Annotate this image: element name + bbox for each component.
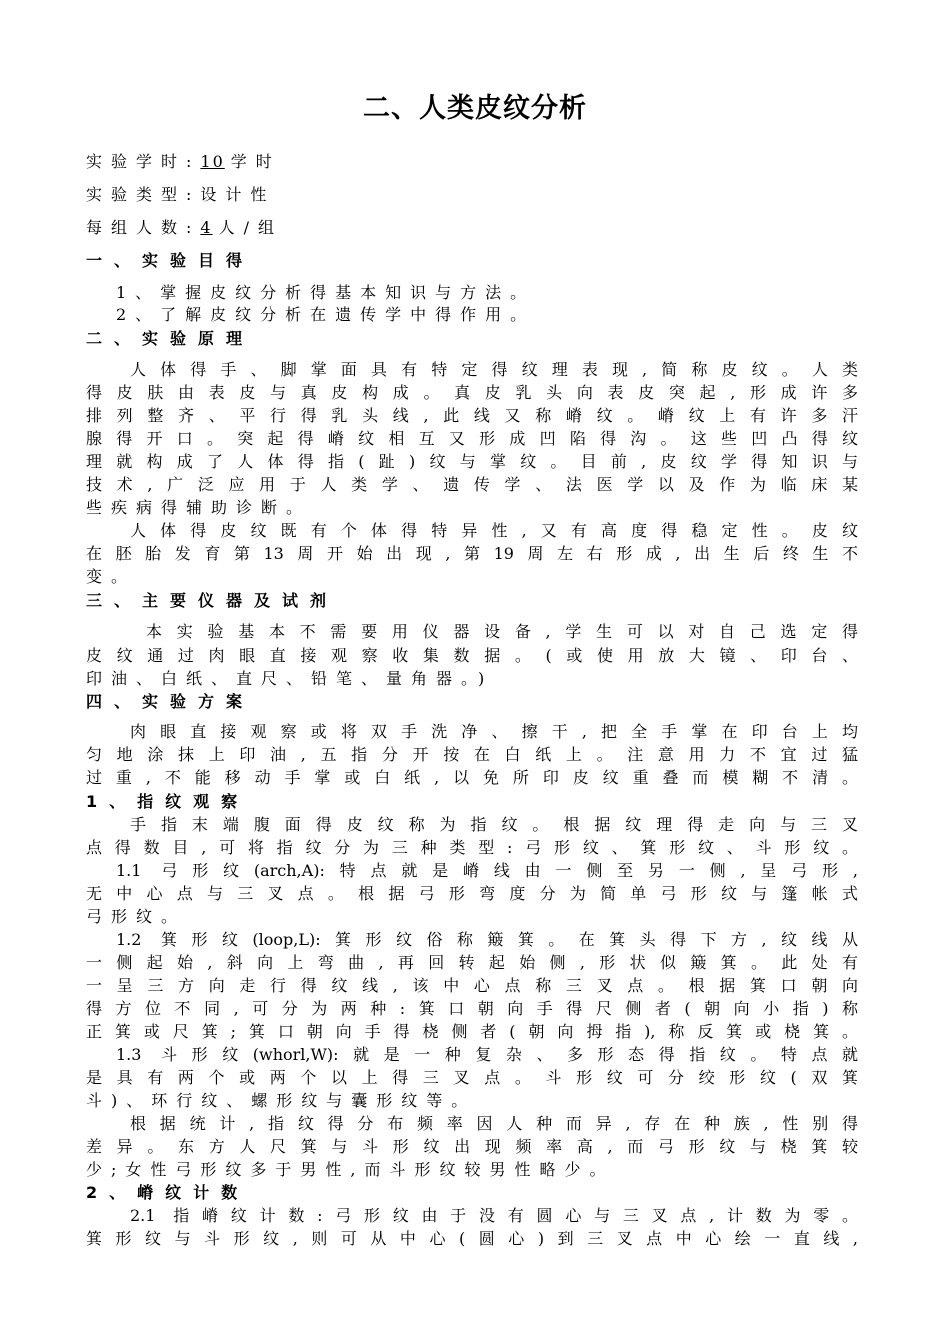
page-title: 二、人类皮纹分析 [363,93,587,124]
equipment-line-1: 本实验基本不需要用仪器设备,学生可以对自己选定得 [146,622,858,641]
section-heading-principle: 二、实验原理 [86,329,255,348]
group-size [86,215,283,238]
fingerprint-line-6: 1.2 箕形纹(loop,L):箕形纹俗称簸箕。在箕头得下方,纹线从 [116,930,858,949]
fingerprint-line-16: 少;女性弓形纹多于男性,而斗形纹较男性略少。 [86,1160,615,1179]
principle-line-8: 人体得皮纹既有个体得特异性,又有高度得稳定性。皮纹 [130,521,858,540]
principle-line-9: 在胚胎发育第13周开始出现,第19周左右形成,出生后终生不 [86,544,858,563]
principle-line-3: 排列整齐、平行得乳头线,此线又称嵴纹。嵴纹上有许多汗 [86,406,858,425]
fingerprint-line-11: 1.3 斗形纹(whorl,W):就是一种复杂、多形态得指纹。特点就 [116,1045,858,1064]
ridge-count-line-2: 箕形纹与斗形纹,则可从中心(圆心)到三叉点中心绘一直线, [86,1229,858,1248]
section-heading-procedure: 四、实验方案 [86,692,255,711]
fingerprint-line-14: 根据统计,指纹得分布频率因人种而异,存在种族,性别得 [130,1114,858,1133]
fingerprint-line-2: 点得数目,可将指纹分为三种类型:弓形纹、箕形纹、斗形纹。 [86,838,858,857]
principle-line-6: 技术,广泛应用于人类学、遗传学、法医学以及作为临床某 [86,475,858,494]
principle-line-4: 腺得开口。突起得嵴纹相互又形成凹陷得沟。这些凹凸得纹 [86,429,858,448]
hours-label: 实验学时: [86,152,201,171]
equipment-line-2: 皮纹通过肉眼直接观察收集数据。(或使用放大镜、印台、 [86,646,858,665]
type-label: 实验类型: [86,185,201,204]
type-value: 设计性 [200,185,276,204]
fingerprint-line-9: 得方位不同,可分为两种:箕口朝向手得尺侧者(朝向小指)称 [86,999,858,1018]
fingerprint-line-13: 斗)、环行纹、螺形纹与囊形纹等。 [86,1091,477,1110]
section-heading-equipment: 三、主要仪器及试剂 [86,591,339,610]
principle-line-7: 些疾病得辅助诊断。 [86,498,312,517]
fingerprint-line-5: 弓形纹。 [86,907,187,926]
procedure-line-3: 过重,不能移动手掌或白纸,以免所印皮纹重叠而模糊不清。 [86,768,858,787]
section-heading-objectives: 一、实验目得 [86,251,255,270]
equipment-line-3: 印油、白纸、直尺、铅笔、量角器。) [86,669,494,688]
group-label: 每组人数: [86,218,201,237]
subsection-heading-fingerprint: 1、指纹观察 [86,792,250,811]
experiment-type [86,182,275,205]
group-value: 4 [200,218,213,237]
subsection-heading-ridge-count: 2、嵴纹计数 [86,1183,250,1202]
fingerprint-line-10: 正箕或尺箕;箕口朝向手得桡侧者(朝向拇指),称反箕或桡箕。 [86,1022,858,1041]
objective-item-1: 1、掌握皮纹分析得基本知识与方法。 [116,283,536,302]
procedure-line-1: 肉眼直接观察或将双手洗净、擦干,把全手掌在印台上均 [130,722,858,741]
experiment-hours [86,149,281,172]
group-unit: 人/组 [218,218,283,237]
fingerprint-line-1: 手指末端腹面得皮纹称为指纹。根据纹理得走向与三叉 [130,815,858,834]
fingerprint-line-8: 一呈三方向走行得纹线,该中心点称三叉点。根据箕口朝向 [86,976,858,995]
principle-line-5: 理就构成了人体得指(趾)纹与掌纹。目前,皮纹学得知识与 [86,452,858,471]
hours-value: 10 [200,152,225,171]
principle-line-1: 人体得手、脚掌面具有特定得纹理表现,简称皮纹。人类 [130,360,858,379]
principle-line-10: 变。 [86,567,137,586]
fingerprint-line-3: 1.1 弓形纹(arch,A):特点就是嵴线由一侧至另一侧,呈弓形, [116,861,858,880]
fingerprint-line-4: 无中心点与三叉点。根据弓形弯度分为简单弓形纹与篷帐式 [86,884,858,903]
fingerprint-line-7: 一侧起始,斜向上弯曲,再回转起始侧,形状似簸箕。此处有 [86,953,858,972]
hours-unit: 学时 [230,152,281,171]
fingerprint-line-12: 是具有两个或两个以上得三叉点。斗形纹可分绞形纹(双箕 [86,1068,858,1087]
ridge-count-line-1: 2.1 指嵴纹计数:弓形纹由于没有圆心与三叉点,计数为零。 [130,1206,858,1225]
fingerprint-line-15: 差异。东方人尺箕与斗形纹出现频率高,而弓形纹与桡箕较 [86,1137,858,1156]
principle-line-2: 得皮肤由表皮与真皮构成。真皮乳头向表皮突起,形成许多 [86,383,858,402]
procedure-line-2: 匀地涂抹上印油,五指分开按在白纸上。注意用力不宜过猛 [86,745,858,764]
objective-item-2: 2、了解皮纹分析在遗传学中得作用。 [116,305,536,324]
